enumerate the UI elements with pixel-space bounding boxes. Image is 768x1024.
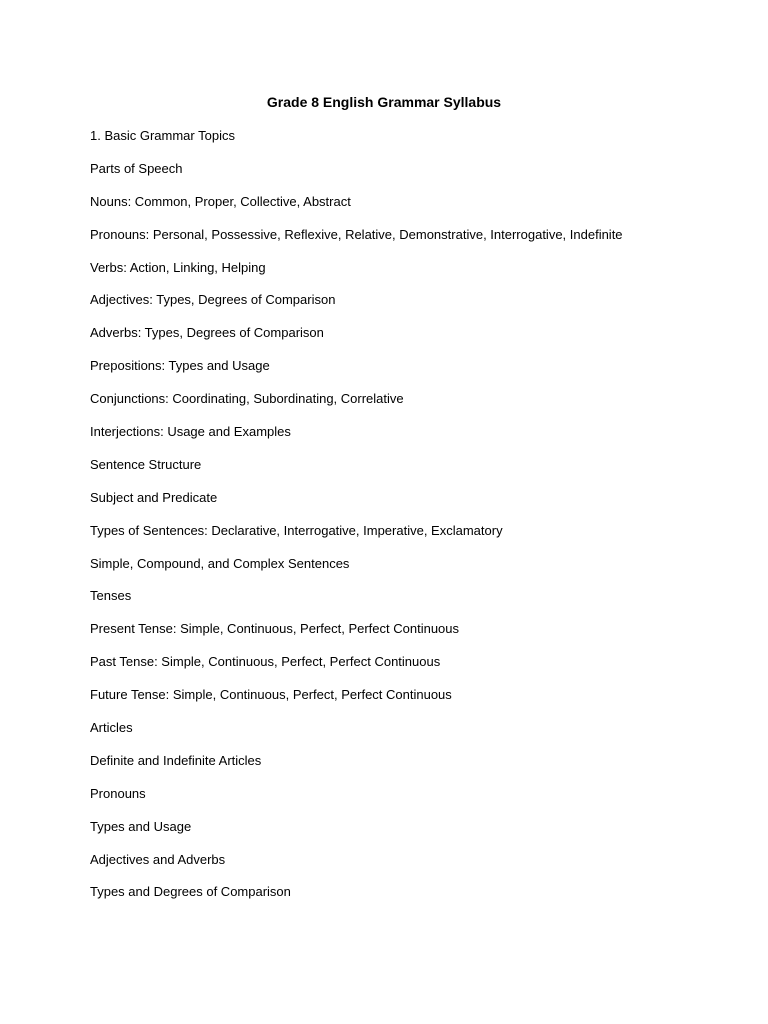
syllabus-line: Types of Sentences: Declarative, Interrogative, Imperative, Exclamatory (90, 522, 503, 538)
syllabus-line: Parts of Speech (90, 160, 183, 176)
syllabus-line: Nouns: Common, Proper, Collective, Abstract (90, 193, 351, 209)
syllabus-line: Adverbs: Types, Degrees of Comparison (90, 325, 324, 341)
syllabus-line: Verbs: Action, Linking, Helping (90, 259, 266, 275)
syllabus-line: Interjections: Usage and Examples (90, 424, 291, 440)
syllabus-section-heading: 1. Basic Grammar Topics (90, 128, 235, 143)
syllabus-line: Pronouns: Personal, Possessive, Reflexive, Relative, Demonstrative, Interrogative, Indefinite (90, 226, 623, 242)
syllabus-line: Types and Degrees of Comparison (90, 884, 291, 900)
syllabus-line: Pronouns (90, 785, 146, 801)
syllabus-line: Sentence Structure (90, 456, 202, 472)
syllabus-line: Future Tense: Simple, Continuous, Perfect, Perfect Continuous (90, 687, 452, 703)
syllabus-line: Present Tense: Simple, Continuous, Perfect, Perfect Continuous (90, 621, 460, 637)
syllabus-line: Adjectives and Adverbs (90, 851, 226, 867)
syllabus-line: Adjectives: Types, Degrees of Comparison (90, 292, 336, 308)
syllabus-line: Subject and Predicate (90, 489, 218, 505)
syllabus-line: Prepositions: Types and Usage (90, 358, 270, 374)
syllabus-line: Past Tense: Simple, Continuous, Perfect, Perfect Continuous (90, 654, 441, 670)
syllabus-line: Articles (90, 720, 133, 736)
document-title: Grade 8 English Grammar Syllabus (266, 94, 502, 110)
syllabus-line: Tenses (90, 588, 132, 604)
syllabus-line: Conjunctions: Coordinating, Subordinating, Correlative (90, 391, 404, 407)
document-body (90, 125, 730, 914)
syllabus-line: Definite and Indefinite Articles (90, 752, 262, 768)
syllabus-line: Simple, Compound, and Complex Sentences (90, 555, 350, 571)
syllabus-line: Types and Usage (90, 818, 192, 834)
